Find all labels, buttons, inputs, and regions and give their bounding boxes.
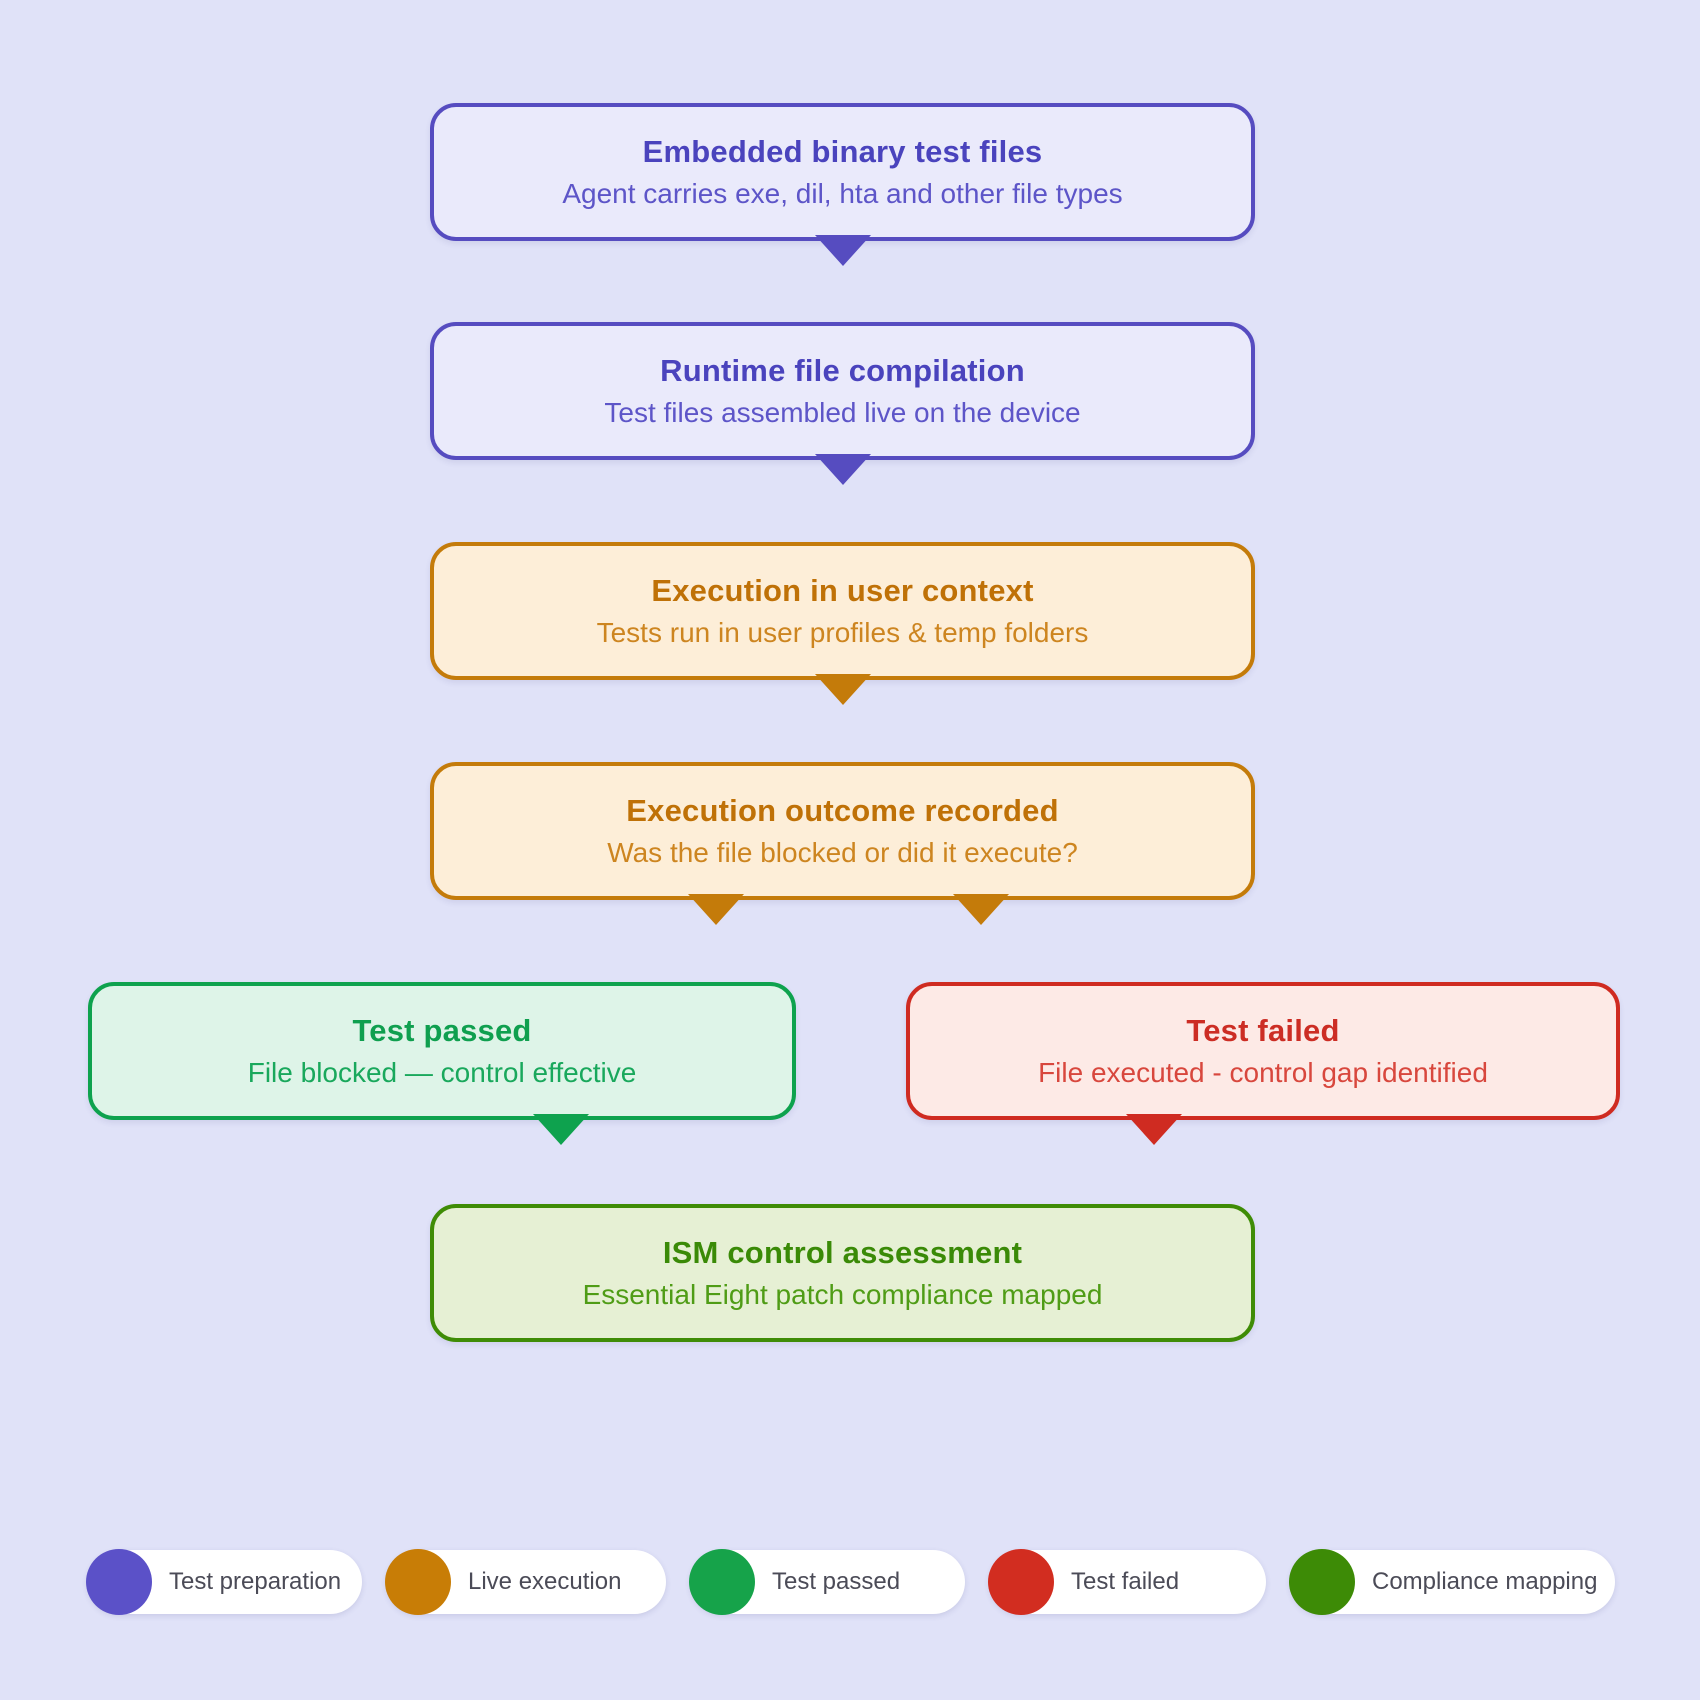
legend-label: Compliance mapping bbox=[1372, 1568, 1598, 1595]
legend-item-test-passed bbox=[690, 1550, 965, 1614]
flow-node-test-passed bbox=[88, 982, 796, 1120]
legend bbox=[87, 1550, 1615, 1614]
legend-item-compliance-mapping bbox=[1290, 1550, 1615, 1614]
legend-item-live-execution bbox=[386, 1550, 666, 1614]
node-title: Runtime file compilation bbox=[660, 352, 1025, 388]
flow-node-execution-outcome-recorded bbox=[430, 762, 1255, 900]
legend-label: Test passed bbox=[772, 1568, 901, 1595]
legend-dot-icon bbox=[1289, 1549, 1355, 1615]
arrow-down-icon bbox=[1126, 1114, 1182, 1145]
legend-label: Test failed bbox=[1071, 1568, 1180, 1595]
node-title: Embedded binary test files bbox=[642, 133, 1043, 169]
legend-label: Test preparation bbox=[169, 1568, 342, 1595]
arrow-down-icon bbox=[815, 674, 871, 705]
node-subtitle: Test files assembled live on the device bbox=[604, 396, 1081, 428]
flow-node-test-failed bbox=[906, 982, 1620, 1120]
flow-node-runtime-file-compilation bbox=[430, 322, 1255, 460]
node-title: Execution in user context bbox=[651, 572, 1034, 608]
flow-node-execution-in-user-context bbox=[430, 542, 1255, 680]
node-title: Execution outcome recorded bbox=[626, 792, 1059, 828]
legend-dot-icon bbox=[988, 1549, 1054, 1615]
arrow-down-icon bbox=[953, 894, 1009, 925]
flow-node-ism-control-assessment bbox=[430, 1204, 1255, 1342]
node-subtitle: Essential Eight patch compliance mapped bbox=[582, 1278, 1103, 1310]
node-subtitle: File executed - control gap identified bbox=[1038, 1056, 1488, 1088]
arrow-down-icon bbox=[815, 454, 871, 485]
arrow-down-icon bbox=[815, 235, 871, 266]
legend-dot-icon bbox=[385, 1549, 451, 1615]
arrow-down-icon bbox=[688, 894, 744, 925]
node-subtitle: Agent carries exe, dil, hta and other file types bbox=[562, 177, 1123, 209]
node-title: ISM control assessment bbox=[662, 1234, 1023, 1270]
legend-dot-icon bbox=[86, 1549, 152, 1615]
legend-item-test-preparation bbox=[87, 1550, 362, 1614]
node-subtitle: Tests run in user profiles & temp folders bbox=[596, 616, 1089, 648]
legend-item-test-failed bbox=[989, 1550, 1266, 1614]
legend-dot-icon bbox=[689, 1549, 755, 1615]
arrow-down-icon bbox=[533, 1114, 589, 1145]
node-subtitle: Was the file blocked or did it execute? bbox=[607, 836, 1078, 868]
node-title: Test failed bbox=[1186, 1012, 1340, 1048]
legend-label: Live execution bbox=[468, 1568, 622, 1595]
node-subtitle: File blocked — control effective bbox=[247, 1056, 637, 1088]
flow-node-embedded-binary-test-files bbox=[430, 103, 1255, 241]
node-title: Test passed bbox=[352, 1012, 532, 1048]
